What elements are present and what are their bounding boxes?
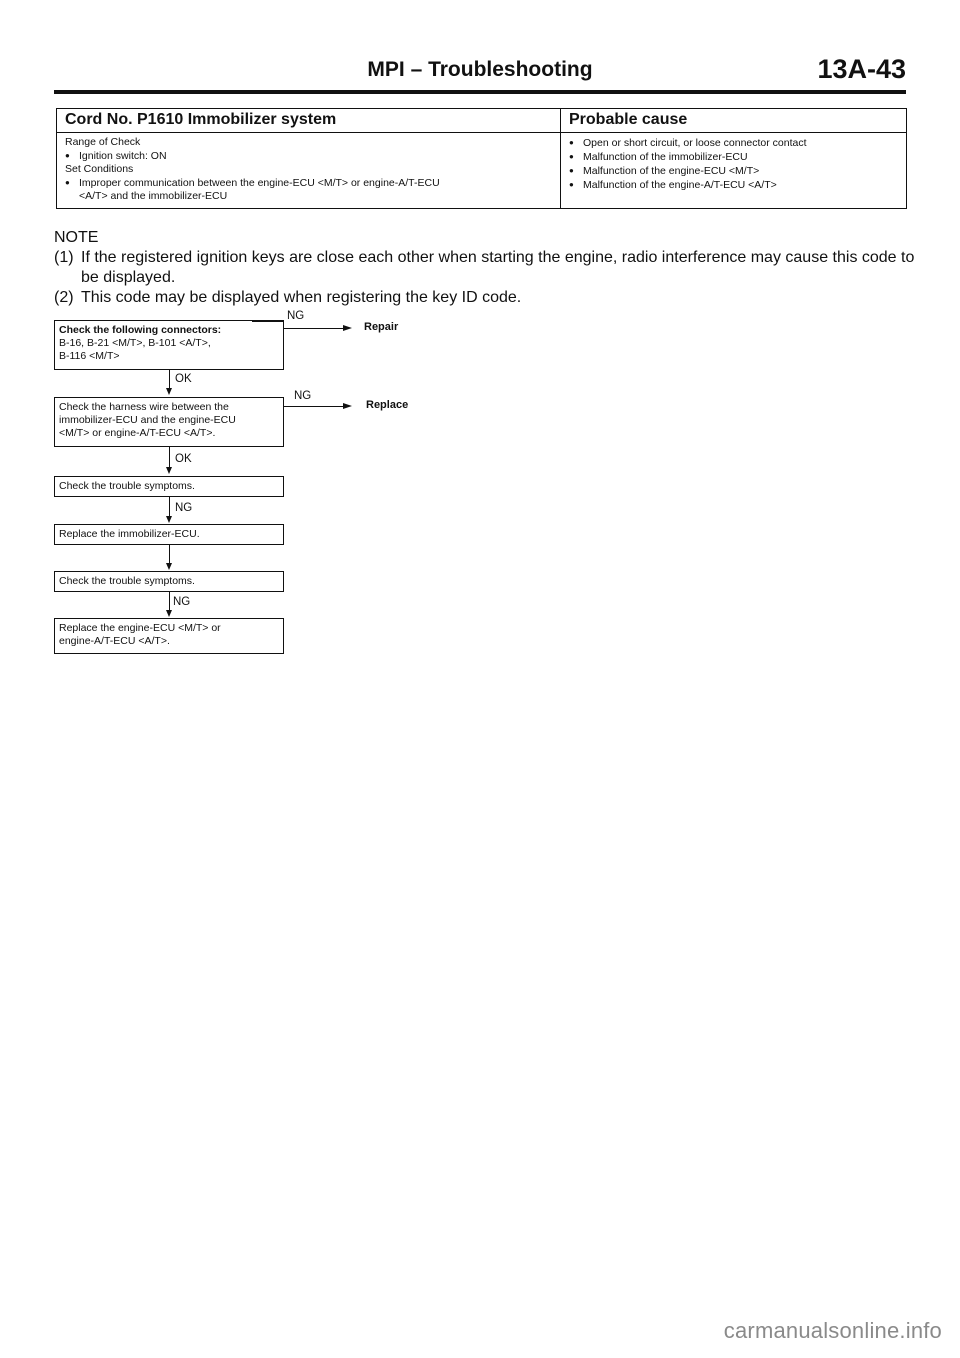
ng-arrow-line-1: [284, 328, 344, 329]
connector-4: [169, 545, 170, 565]
flow-step-check-harness: [54, 397, 284, 447]
page-title: MPI – Troubleshooting: [367, 58, 593, 81]
ng-connector-5: [169, 592, 170, 611]
flow-step-check-symptoms: [54, 476, 284, 497]
note-item-number: (2): [54, 289, 74, 306]
ok-connector-2: [169, 447, 170, 468]
flow-step-replace-engine-ecu: [54, 618, 284, 654]
ok-arrowhead-1: [166, 388, 172, 395]
note-item: [54, 248, 924, 288]
ng-connector-1: [252, 321, 284, 322]
set-condition-item-cont: <A/T> and the immobilizer-ECU: [79, 190, 228, 202]
result-repair: Repair: [364, 321, 399, 333]
ng-connector-3: [169, 497, 170, 517]
code-table: [56, 108, 907, 209]
note-section: [54, 228, 924, 308]
flow-step-check-symptoms-again: [54, 571, 284, 592]
code-heading: Cord No. P1610 Immobilizer system: [57, 109, 561, 133]
ng-label-2: NG: [294, 390, 312, 402]
flow-step-replace-immobilizer: [54, 524, 284, 545]
flow-step-line: B-116 <M/T>: [59, 350, 120, 362]
range-of-check-cell: [57, 133, 561, 209]
ok-label-2: OK: [175, 453, 192, 465]
note-item-text: If the registered ignition keys are close each other when starting the engine, radio interference may cause this code to be displayed.: [81, 249, 915, 286]
ok-label-1: OK: [175, 373, 192, 385]
ng-arrowhead-2: [343, 403, 352, 409]
probable-cause-heading: Probable cause: [561, 109, 907, 133]
ng-label-5: NG: [173, 596, 191, 608]
flow-step-line: Check the following connectors:: [59, 324, 222, 336]
ng-arrowhead-1: [343, 325, 352, 331]
cause-item: ● Malfunction of the engine-ECU <M/T>: [569, 164, 898, 178]
flow-step-line: engine-A/T-ECU <A/T>.: [59, 635, 170, 647]
flow-step-check-connectors: [54, 320, 284, 370]
flow-step-line: Check the trouble symptoms.: [59, 575, 195, 587]
ok-connector-1: [169, 370, 170, 390]
cause-item: ● Malfunction of the engine-A/T-ECU <A/T>: [569, 178, 898, 192]
flow-step-line: B-16, B-21 <M/T>, B-101 <A/T>,: [59, 337, 211, 349]
page-header: [54, 56, 906, 94]
flow-step-line: Replace the engine-ECU <M/T> or: [59, 622, 221, 634]
note-item-number: (1): [54, 249, 74, 266]
range-item: ● Ignition switch: ON: [65, 149, 552, 163]
ng-label-1: NG: [287, 310, 305, 322]
note-item-text: This code may be displayed when registering the key ID code.: [81, 289, 522, 306]
flow-step-line: Check the trouble symptoms.: [59, 480, 195, 492]
flow-step-line: <M/T> or engine-A/T-ECU <A/T>.: [59, 427, 216, 439]
result-replace: Replace: [366, 399, 409, 411]
ng-arrow-line-2: [284, 406, 344, 407]
ng-arrowhead-3: [166, 516, 172, 523]
flow-step-line: Replace the immobilizer-ECU.: [59, 528, 200, 540]
set-conditions-label: Set Conditions: [65, 163, 134, 175]
note-item: [54, 288, 924, 308]
ng-label-3: NG: [175, 502, 193, 514]
set-condition-item: ● Improper communication between the engine-ECU <M/T> or engine-A/T-ECU: [65, 176, 552, 190]
probable-cause-cell: [561, 133, 907, 209]
page-number: 13A-43: [817, 54, 906, 84]
ok-arrowhead-2: [166, 467, 172, 474]
watermark: carmanualsonline.info: [723, 1318, 942, 1343]
flow-step-line: Check the harness wire between the: [59, 401, 229, 413]
cause-item: ● Malfunction of the immobilizer-ECU: [569, 150, 898, 164]
flow-step-line: immobilizer-ECU and the engine-ECU: [59, 414, 236, 426]
arrowhead-4: [166, 563, 172, 570]
note-title: NOTE: [54, 229, 99, 246]
range-of-check-label: Range of Check: [65, 136, 141, 148]
cause-item: ● Open or short circuit, or loose connector contact: [569, 136, 898, 150]
ng-arrowhead-5: [166, 610, 172, 617]
